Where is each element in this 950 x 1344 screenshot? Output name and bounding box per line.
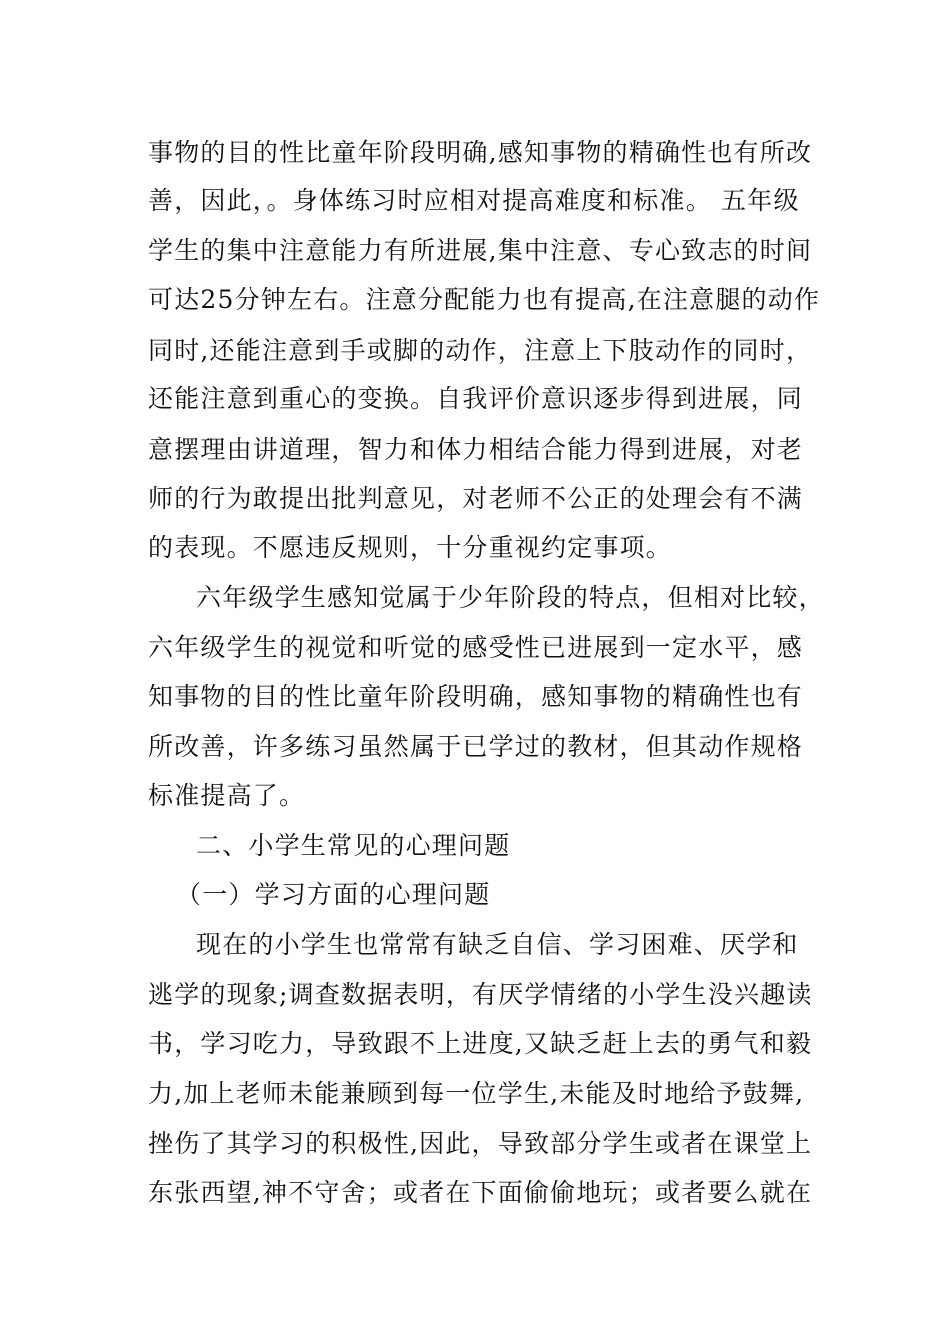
paragraph-line: 东张西望,神不守舍；或者在下面偷偷地玩；或者要么就在 [148, 1178, 813, 1207]
paragraph-line: 还能注意到重心的变换。自我评价意识逐步得到进展，同 [148, 384, 804, 413]
paragraph-line: 善，因此，。身体练习时应相对提高难度和标准。 五年级 [148, 186, 800, 215]
subsection-heading: （一）学习方面的心理问题 [176, 880, 491, 909]
paragraph-line: 逃学的现象;调查数据表明，有厌学情绪的小学生没兴趣读 [148, 980, 813, 1009]
paragraph-line: 力,加上老师未能兼顾到每一位学生,未能及时地给予鼓舞, [148, 1079, 805, 1108]
paragraph-line: 挫伤了其学习的积极性,因此，导致部分学生或者在课堂上 [148, 1129, 813, 1158]
paragraph-line: 同时,还能注意到手或脚的动作，注意上下肢动作的同时， [148, 336, 813, 365]
paragraph-line: 师的行为敢提出批判意见，对老师不公正的处理会有不满 [148, 484, 804, 513]
paragraph-line: 现在的小学生也常常有缺乏自信、学习困难、厌学和 [196, 930, 799, 959]
paragraph-line: 知事物的目的性比童年阶段明确，感知事物的精确性也有 [148, 682, 804, 711]
paragraph-line: 可达25分钟左右。注意分配能力也有提高,在注意腿的动作 [148, 285, 821, 314]
section-heading: 二、小学生常见的心理问题 [196, 831, 511, 860]
paragraph-line: 书，学习吃力，导致跟不上进度,又缺乏赶上去的勇气和毅 [148, 1029, 813, 1058]
paragraph-line: 标准提高了。 [148, 781, 306, 810]
paragraph-line: 学生的集中注意能力有所进展,集中注意、专心致志的时间 [148, 236, 813, 265]
paragraph-line: 的表现。不愿违反规则，十分重视约定事项。 [148, 533, 673, 562]
paragraph-line: 六年级学生感知觉属于少年阶段的特点，但相对比较， [196, 583, 825, 612]
paragraph-line: 所改善，许多练习虽然属于已学过的教材，但其动作规格 [148, 732, 804, 761]
paragraph-line: 意摆理由讲道理，智力和体力相结合能力得到进展，对老 [148, 435, 804, 464]
paragraph-line: 六年级学生的视觉和听觉的感受性已进展到一定水平，感 [148, 633, 804, 662]
paragraph-line: 事物的目的性比童年阶段明确,感知事物的精确性也有所改 [148, 138, 813, 167]
